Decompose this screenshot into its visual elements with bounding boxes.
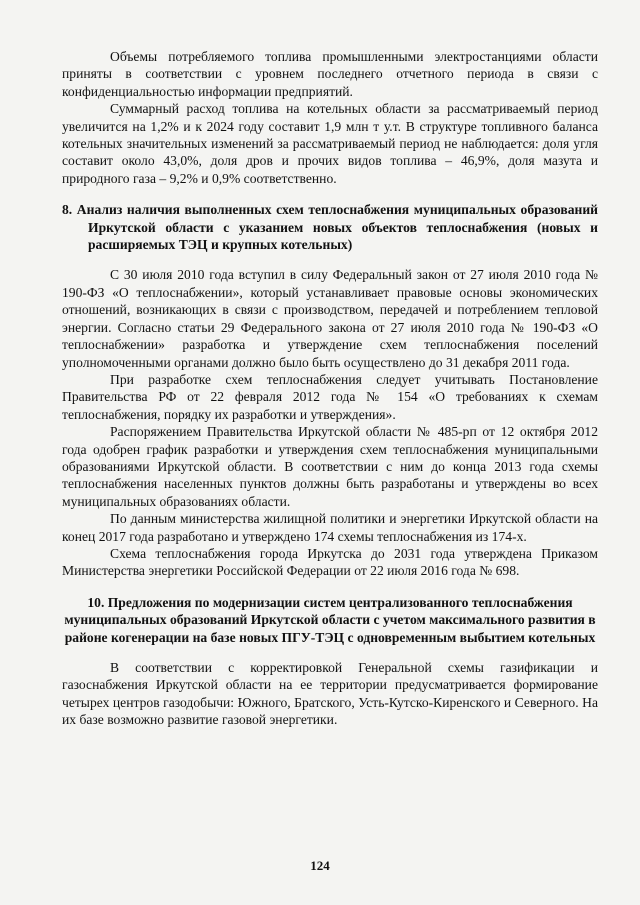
section-8-heading: 8. Анализ наличия выполненных схем теплоснабжения муниципальных образований Иркутской области с указанием новых объектов теплоснабжения (новых и расширяемых ТЭЦ и крупных котельных) <box>62 202 598 253</box>
paragraph-fuel-volumes: Объемы потребляемого топлива промышленными электростанциями области приняты в соответствии с уровнем последнего отчетного периода в связи с конфиденциальностью информации предприятий. <box>62 49 598 99</box>
paragraph-irkutsk-scheme: Схема теплоснабжения города Иркутска до 2031 года утверждена Приказом Министерства энергетики Российской Федерации от 22 июля 2016 года № 698. <box>62 545 598 579</box>
section-10-heading: 10. Предложения по модернизации систем централизованного теплоснабжения муниципальных образований Иркутской области с учетом максимального развития в районе когенерации на базе новых ПГУ-ТЭЦ с одновременным выбытием котельных <box>64 594 596 645</box>
paragraph-government-resolution: При разработке схем теплоснабжения следует учитывать Постановление Правительства РФ от 22 февраля 2012 года № 154 «О требованиях к схемам теплоснабжения, порядку их разработки и утверждения». <box>62 371 598 422</box>
paragraph-federal-law: С 30 июля 2010 года вступил в силу Федеральный закон от 27 июля 2010 года № 190-ФЗ «О теплоснабжении», который устанавливает правовые основы экономических отношений, возникающих в связи с производством, передачей и потреблением тепловой энергии. Согласно статьи 29 Федерального закона от 27 июля 2010 года № 190-ФЗ «О теплоснабжении» разработка и утверждение схем теплоснабжения поселений уполномоченными органами должно было быть осуществлено до 31 декабря 2011 года. <box>62 267 598 370</box>
document-body <box>62 48 598 729</box>
page-number: 124 <box>310 858 330 873</box>
paragraph-gasification: В соответствии с корректировкой Генеральной схемы газификации и газоснабжения Иркутской области на ее территории предусматривается формирование четырех центров газодобычи: Южного, Братского, Усть-Кутско-Киренского и Северного. На их базе возможно развитие газовой энергетики. <box>62 660 598 728</box>
paragraph-ministry-data: По данным министерства жилищной политики и энергетики Иркутской области на конец 2017 года разработано и утверждено 174 схемы теплоснабжения из 174-х. <box>62 511 598 544</box>
paragraph-boiler-fuel-consumption: Суммарный расход топлива на котельных области за рассматриваемый период увеличится на 1,2% и к 2024 году составит 1,9 млн т у.т. В структуре топливного баланса котельных значительных изменений за рассматриваемый период не наблюдается: доля угля составит около 43,0%, доля дров и прочих видов топлива – 46,9%, доля мазута и природного газа – 9,2% и 0,9% соответственно. <box>62 101 598 186</box>
paragraph-regional-order: Распоряжением Правительства Иркутской области № 485-рп от 12 октября 2012 года одобрен график разработки и утверждения схем теплоснабжения муниципальными образованиями Иркутской области. В соответствии с ним до конца 2013 года схемы теплоснабжения населенных пунктов должны быть разработаны и утверждены во всех муниципальных образованиях области. <box>62 424 598 509</box>
